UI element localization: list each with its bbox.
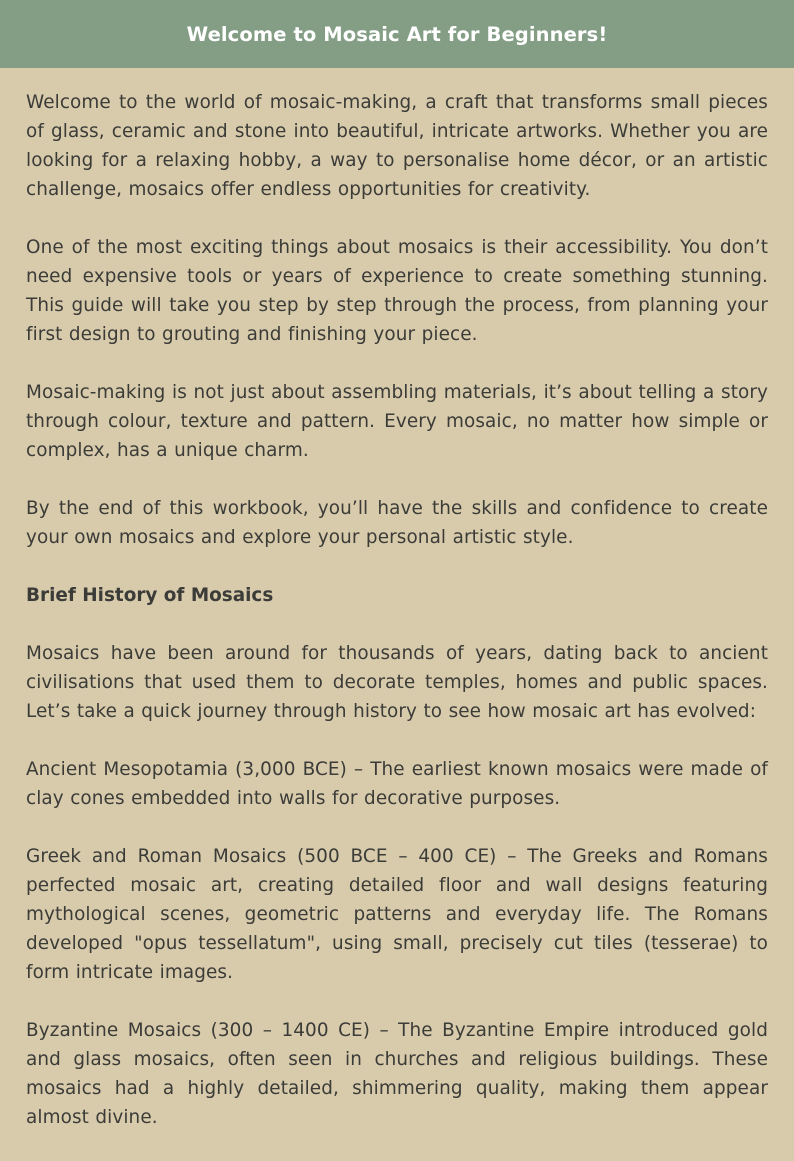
history-paragraph-byzantine: Byzantine Mosaics (300 – 1400 CE) – The Byzantine Empire introduced gold and glass mosaics, often seen in churches and religious buildings. These mosaics had a highly detailed, shimmering quality, making them appear almost divine. [26, 1020, 768, 1128]
intro-paragraph-3: Mosaic-making is not just about assembling materials, it’s about telling a story through colour, texture and pattern. Every mosaic, no matter how simple or complex, has a unique charm. [26, 382, 768, 461]
history-paragraph-greek-roman: Greek and Roman Mosaics (500 BCE – 400 CE) – The Greeks and Romans perfected mosaic art, creating detailed floor and wall designs featuring mythological scenes, geometric patterns and everyday life. The Romans developed "opus tessellatum", using small, precisely cut tiles (tesserae) to form intricate images. [26, 846, 768, 983]
history-paragraph-intro: Mosaics have been around for thousands of years, dating back to ancient civilisations that used them to decorate temples, homes and public spaces. Let’s take a quick journey through history to see how mosaic art has evolved: [26, 643, 768, 722]
intro-paragraph-1: Welcome to the world of mosaic-making, a craft that transforms small pieces of glass, ceramic and stone into beautiful, intricate artworks. Whether you are looking for a relaxing hobby, a way to personalise home décor, or an artistic challenge, mosaics offer endless opportunities for creativity. [26, 92, 768, 200]
document-body [26, 89, 768, 1161]
history-heading: Brief History of Mosaics [26, 585, 274, 606]
header-banner [0, 0, 794, 68]
page-title: Welcome to Mosaic Art for Beginners! [186, 22, 608, 46]
history-paragraph-mesopotamia: Ancient Mesopotamia (3,000 BCE) – The earliest known mosaics were made of clay cones embedded into walls for decorative purposes. [26, 759, 768, 809]
intro-paragraph-2: One of the most exciting things about mosaics is their accessibility. You don’t need expensive tools or years of experience to create something stunning. This guide will take you step by step through the process, from planning your first design to grouting and finishing your piece. [26, 237, 768, 345]
intro-paragraph-4: By the end of this workbook, you’ll have the skills and confidence to create your own mosaics and explore your personal artistic style. [26, 498, 768, 548]
